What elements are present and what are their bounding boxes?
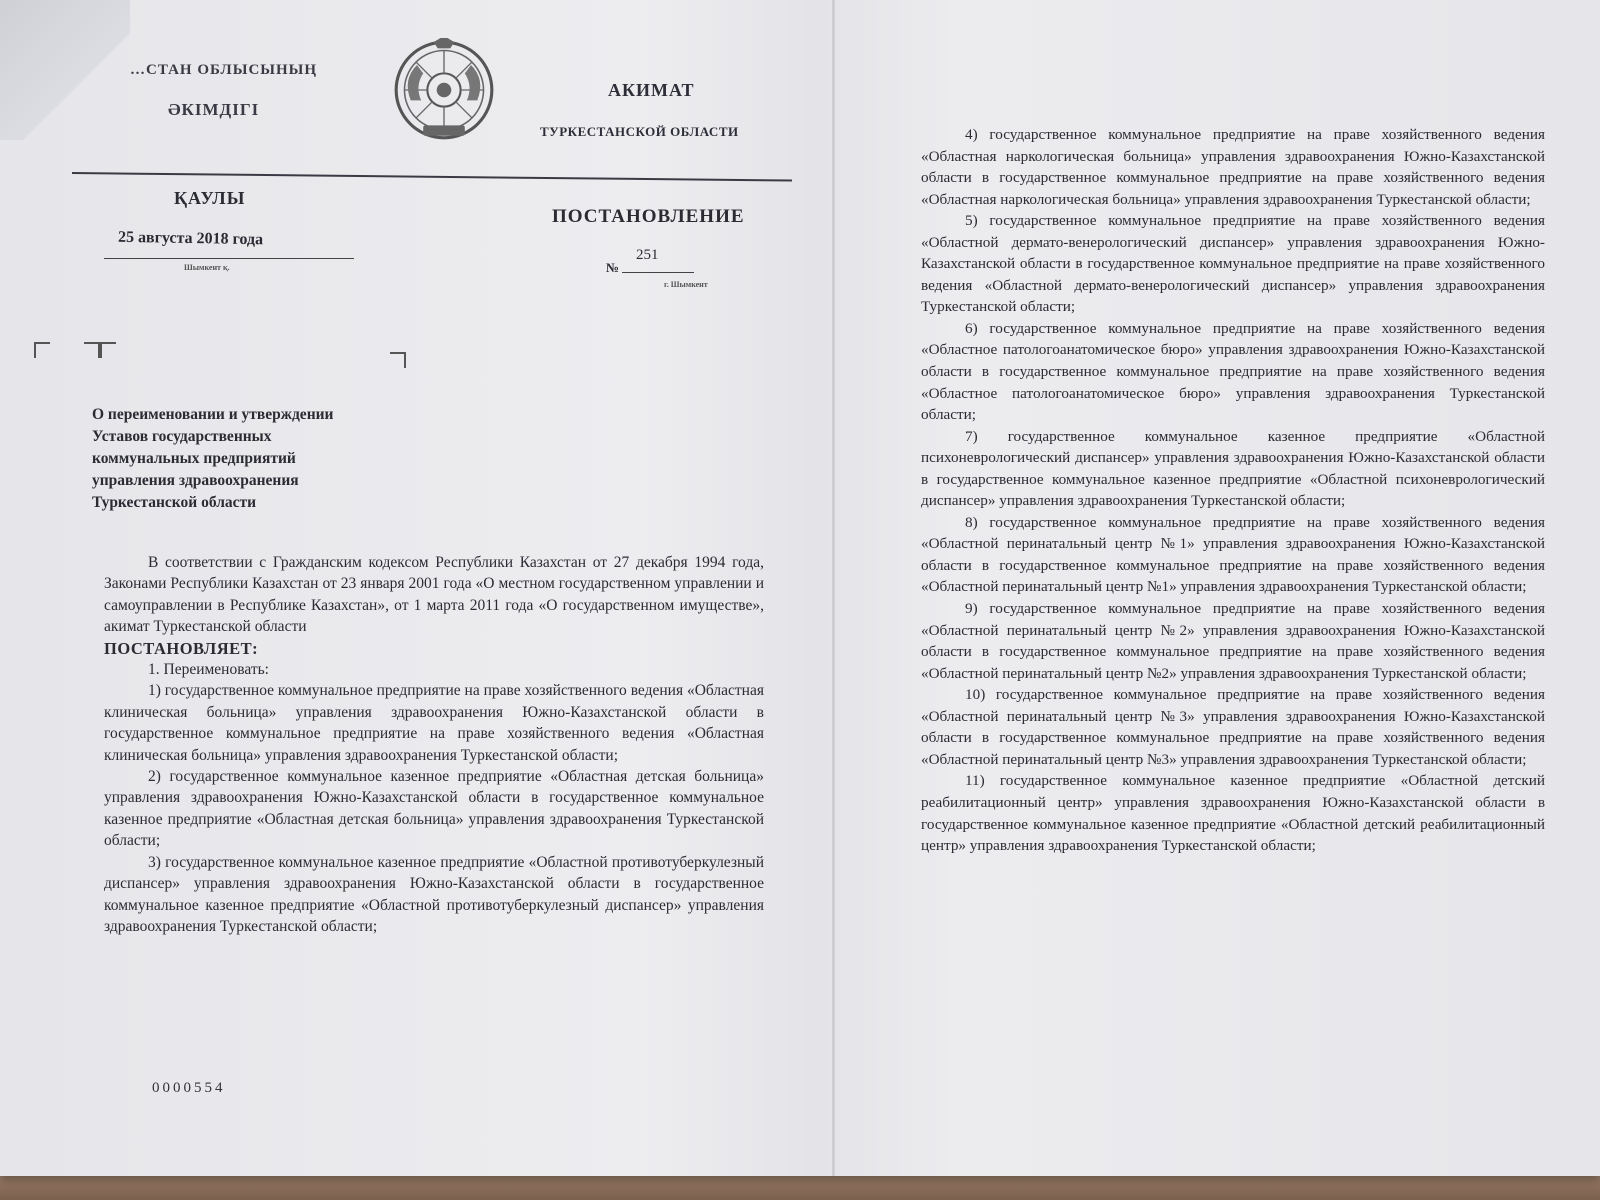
corner-mark-top-left	[34, 342, 50, 358]
decree-date: 25 августа 2018 года	[117, 228, 264, 249]
list-item: 10) государственное коммунальное предприятие на праве хозяйственного ведения «Областной перинатальный центр №3» управления здравоохранения Южно-Казахстанской области в государственное коммунальное предприятие на праве хозяйственного ведения «Областной перинатальный центр №3» управления здравоохранения Туркестанской области;	[921, 686, 1545, 768]
decree-number-label: №	[606, 260, 620, 275]
left-body-text	[104, 552, 764, 937]
serial-number: 0000554	[152, 1080, 226, 1096]
header-kz-region: …СТАН ОБЛЫСЫНЫҢ	[130, 62, 318, 78]
list-item: 2) государственное коммунальное казенное предприятие «Областная детская больница» управления здравоохранения Южно-Казахстанской области в государственное коммунальное казенное предприятие «Областная детская больница» управления здравоохранения Туркестанской области;	[104, 768, 764, 850]
list-item: 4) государственное коммунальное предприятие на праве хозяйственного ведения «Областная наркологическая больница» управления здравоохранения Южно-Казахстанской области в государственное коммунальное предприятие на праве хозяйственного ведения «Областная наркологическая больница» управления здравоохранения Туркестанской области;	[921, 126, 1545, 208]
list-item: 7) государственное коммунальное казенное предприятие «Областной психоневрологический диспансер» управления здравоохранения Южно-Казахстанской области в государственное коммунальное казенное предприятие «Областной психоневрологический диспансер» управления здравоохранения Туркестанской области;	[921, 427, 1545, 510]
corner-mark-mid-right	[84, 342, 100, 358]
date-underline	[104, 258, 354, 259]
list-item: 8) государственное коммунальное предприятие на праве хозяйственного ведения «Областной перинатальный центр №1» управления здравоохранения Южно-Казахстанской области в государственное коммунальное предприятие на праве хозяйственного ведения «Областной перинатальный центр №1» управления здравоохранения Туркестанской области;	[921, 513, 1545, 596]
list-item: 3) государственное коммунальное казенное предприятие «Областной противотуберкулезный диспансер» управления здравоохранения Южно-Казахстанской области в государственное коммунальное казенное предприятие «Областной противотуберкулезный диспансер» управления здравоохранения Туркестанской области;	[104, 853, 764, 935]
header-kz-akimat: ӘКІМДІГІ	[168, 100, 260, 119]
title-line: коммунальных предприятий	[92, 450, 296, 467]
kazakhstan-emblem-icon	[392, 38, 496, 142]
decree-title	[92, 404, 432, 514]
preamble: В соответствии с Гражданским кодексом Республики Казахстан от 27 декабря 1994 года, Законами Республики Казахстан от 23 января 2001 года «О местном государственном управлении и самоуправлении в Республике Казахстан», от 1 марта 2011 года «О государственном имуществе», акимат Туркестанской области	[104, 554, 764, 636]
decree-type-ru: ПОСТАНОВЛЕНИЕ	[552, 206, 745, 227]
list-item: 5) государственное коммунальное предприятие на праве хозяйственного ведения «Областной дермато-венерологический диспансер» управления здравоохранения Южно-Казахстанской области в государственное коммунальное предприятие на праве хозяйственного ведения «Областной дермато-венерологический диспансер» управления здравоохранения Туркестанской области;	[921, 212, 1545, 316]
title-line: Туркестанской области	[92, 494, 257, 511]
number-city: г. Шымкент	[664, 280, 708, 289]
title-line: О переименовании и утверждении	[92, 406, 334, 423]
header-ru-akimat: АКИМАТ	[608, 80, 695, 100]
table-surface	[0, 1172, 1600, 1200]
decree-type-kz: ҚАУЛЫ	[174, 188, 246, 208]
right-body-text	[921, 124, 1545, 857]
clause-1: 1. Переименовать:	[148, 661, 269, 679]
list-item: 11) государственное коммунальное казенное предприятие «Областной детский реабилитационный центр» управления здравоохранения Южно-Казахстанской области в государственное коммунальное казенное предприятие «Областной детский реабилитационный центр» управления здравоохранения Туркестанской области;	[921, 772, 1545, 855]
header-divider	[72, 172, 792, 182]
corner-mark-top-right	[390, 352, 406, 368]
decree-number: 251	[636, 247, 659, 263]
title-line: Уставов государственных	[92, 428, 272, 445]
right-page	[835, 0, 1600, 1176]
corner-mark-mid-left	[100, 342, 116, 358]
date-city: Шымкент қ.	[184, 263, 230, 272]
list-item: 9) государственное коммунальное предприятие на праве хозяйственного ведения «Областной перинатальный центр №2» управления здравоохранения Южно-Казахстанской области в государственное коммунальное предприятие на праве хозяйственного ведения «Областной перинатальный центр №2» управления здравоохранения Туркестанской области;	[921, 600, 1545, 682]
resolves-heading: ПОСТАНОВЛЯЕТ:	[104, 638, 259, 658]
title-line: управления здравоохранения	[92, 472, 299, 489]
list-item: 1) государственное коммунальное предприятие на праве хозяйственного ведения «Областная клиническая больница» управления здравоохранения Южно-Казахстанской области в государственное коммунальное предприятие на праве хозяйственного ведения «Областная клиническая больница» управления здравоохранения Туркестанской области;	[104, 682, 764, 764]
number-underline	[622, 272, 694, 273]
list-item: 6) государственное коммунальное предприятие на праве хозяйственного ведения «Областное патологоанатомическое бюро» управления здравоохранения Южно-Казахстанской области в государственное коммунальное предприятие на праве хозяйственного ведения «Областное патологоанатомическое бюро» управления здравоохранения Туркестанской области;	[921, 319, 1545, 424]
header-ru-region: ТУРКЕСТАНСКОЙ ОБЛАСТИ	[540, 124, 739, 139]
